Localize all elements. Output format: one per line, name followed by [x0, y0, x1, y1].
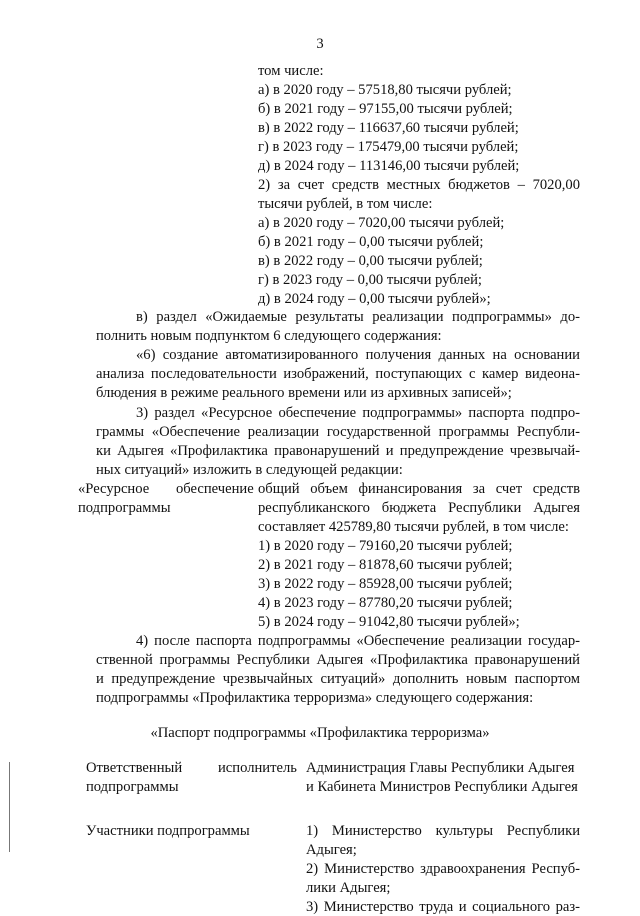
responsible-value: и Кабинета Министров Республики Адыгея — [306, 779, 578, 795]
paragraph-line: 4) после паспорта подпрограммы «Обеспечение реализации государ- — [136, 633, 580, 649]
list-line: а) в 2020 году – 57518,80 тысячи рублей; — [258, 82, 512, 98]
participants-line: лики Адыгея; — [306, 880, 391, 896]
list-line: б) в 2021 году – 0,00 тысячи рублей; — [258, 234, 484, 250]
responsible-label: исполнитель — [218, 760, 297, 776]
paragraph-line: ных ситуаций» изложить в следующей редакции: — [96, 462, 403, 478]
resource-value-line: республиканского бюджета Республики Адыгея — [258, 500, 580, 516]
list-line: в) в 2022 году – 0,00 тысячи рублей; — [258, 253, 483, 269]
responsible-value: Администрация Главы Республики Адыгея — [306, 760, 575, 776]
participants-label: Участники подпрограммы — [86, 823, 250, 839]
responsible-label: подпрограммы — [86, 779, 179, 795]
paragraph-line: блюдения в режиме реального времени или из архивных записей»; — [96, 385, 512, 401]
paragraph-line: 3) раздел «Ресурсное обеспечение подпрограммы» паспорта подпро- — [136, 405, 580, 421]
paragraph-line: и предупреждение чрезвычайных ситуаций» дополнить новым паспортом — [96, 671, 580, 687]
paragraph-line: полнить новым подпунктом 6 следующего содержания: — [96, 328, 442, 344]
resource-value-line: составляет 425789,80 тысячи рублей, в том числе: — [258, 519, 569, 535]
paragraph-line: в) раздел «Ожидаемые результаты реализации подпрограммы» до- — [136, 309, 580, 325]
scan-edge-mark — [9, 762, 10, 852]
passport-title: «Паспорт подпрограммы «Профилактика терроризма» — [150, 725, 490, 741]
list-line: а) в 2020 году – 7020,00 тысячи рублей; — [258, 215, 505, 231]
list-line: 2) за счет средств местных бюджетов – 7020,00 — [258, 177, 580, 193]
paragraph-line: «6) создание автоматизированного получения данных на основании — [136, 347, 580, 363]
participants-line: 3) Министерство труда и социального раз- — [306, 899, 580, 915]
list-line: д) в 2024 году – 113146,00 тысячи рублей; — [258, 158, 520, 174]
participants-line: 1) Министерство культуры Республики — [306, 823, 580, 839]
paragraph-line: анализа последовательности изображений, поступающих с камер видеона- — [96, 366, 580, 382]
list-line: б) в 2021 году – 97155,00 тысячи рублей; — [258, 101, 513, 117]
list-line: г) в 2023 году – 175479,00 тысячи рублей; — [258, 139, 519, 155]
resource-label: «Ресурсное — [78, 481, 150, 497]
list-line: тысячи рублей, в том числе: — [258, 196, 433, 212]
resource-label: обеспечение — [176, 481, 254, 497]
list-line: в) в 2022 году – 116637,60 тысячи рублей; — [258, 120, 519, 136]
resource-value-line: 1) в 2020 году – 79160,20 тысячи рублей; — [258, 538, 513, 554]
participants-line: Адыгея; — [306, 842, 357, 858]
paragraph-line: граммы «Обеспечение реализации государственной программы Республи- — [96, 424, 580, 440]
list-line: д) в 2024 году – 0,00 тысячи рублей»; — [258, 291, 491, 307]
responsible-label: Ответственный — [86, 760, 183, 776]
resource-value-line: общий объем финансирования за счет средств — [258, 481, 580, 497]
page-number: 3 — [316, 36, 324, 52]
resource-label: подпрограммы — [78, 500, 171, 516]
paragraph-line: ки Адыгея «Профилактика правонарушений и предупреждение чрезвычай- — [96, 443, 580, 459]
resource-value-line: 4) в 2023 году – 87780,20 тысячи рублей; — [258, 595, 513, 611]
participants-line: 2) Министерство здравоохранения Респуб- — [306, 861, 580, 877]
list-line: том числе: — [258, 63, 324, 79]
paragraph-line: ственной программы Республики Адыгея «Профилактика правонарушений — [96, 652, 580, 668]
paragraph-line: подпрограммы «Профилактика терроризма» следующего содержания: — [96, 690, 534, 706]
resource-value-line: 5) в 2024 году – 91042,80 тысячи рублей»; — [258, 614, 520, 630]
resource-value-line: 3) в 2022 году – 85928,00 тысячи рублей; — [258, 576, 513, 592]
list-line: г) в 2023 году – 0,00 тысячи рублей; — [258, 272, 482, 288]
resource-value-line: 2) в 2021 году – 81878,60 тысячи рублей; — [258, 557, 513, 573]
